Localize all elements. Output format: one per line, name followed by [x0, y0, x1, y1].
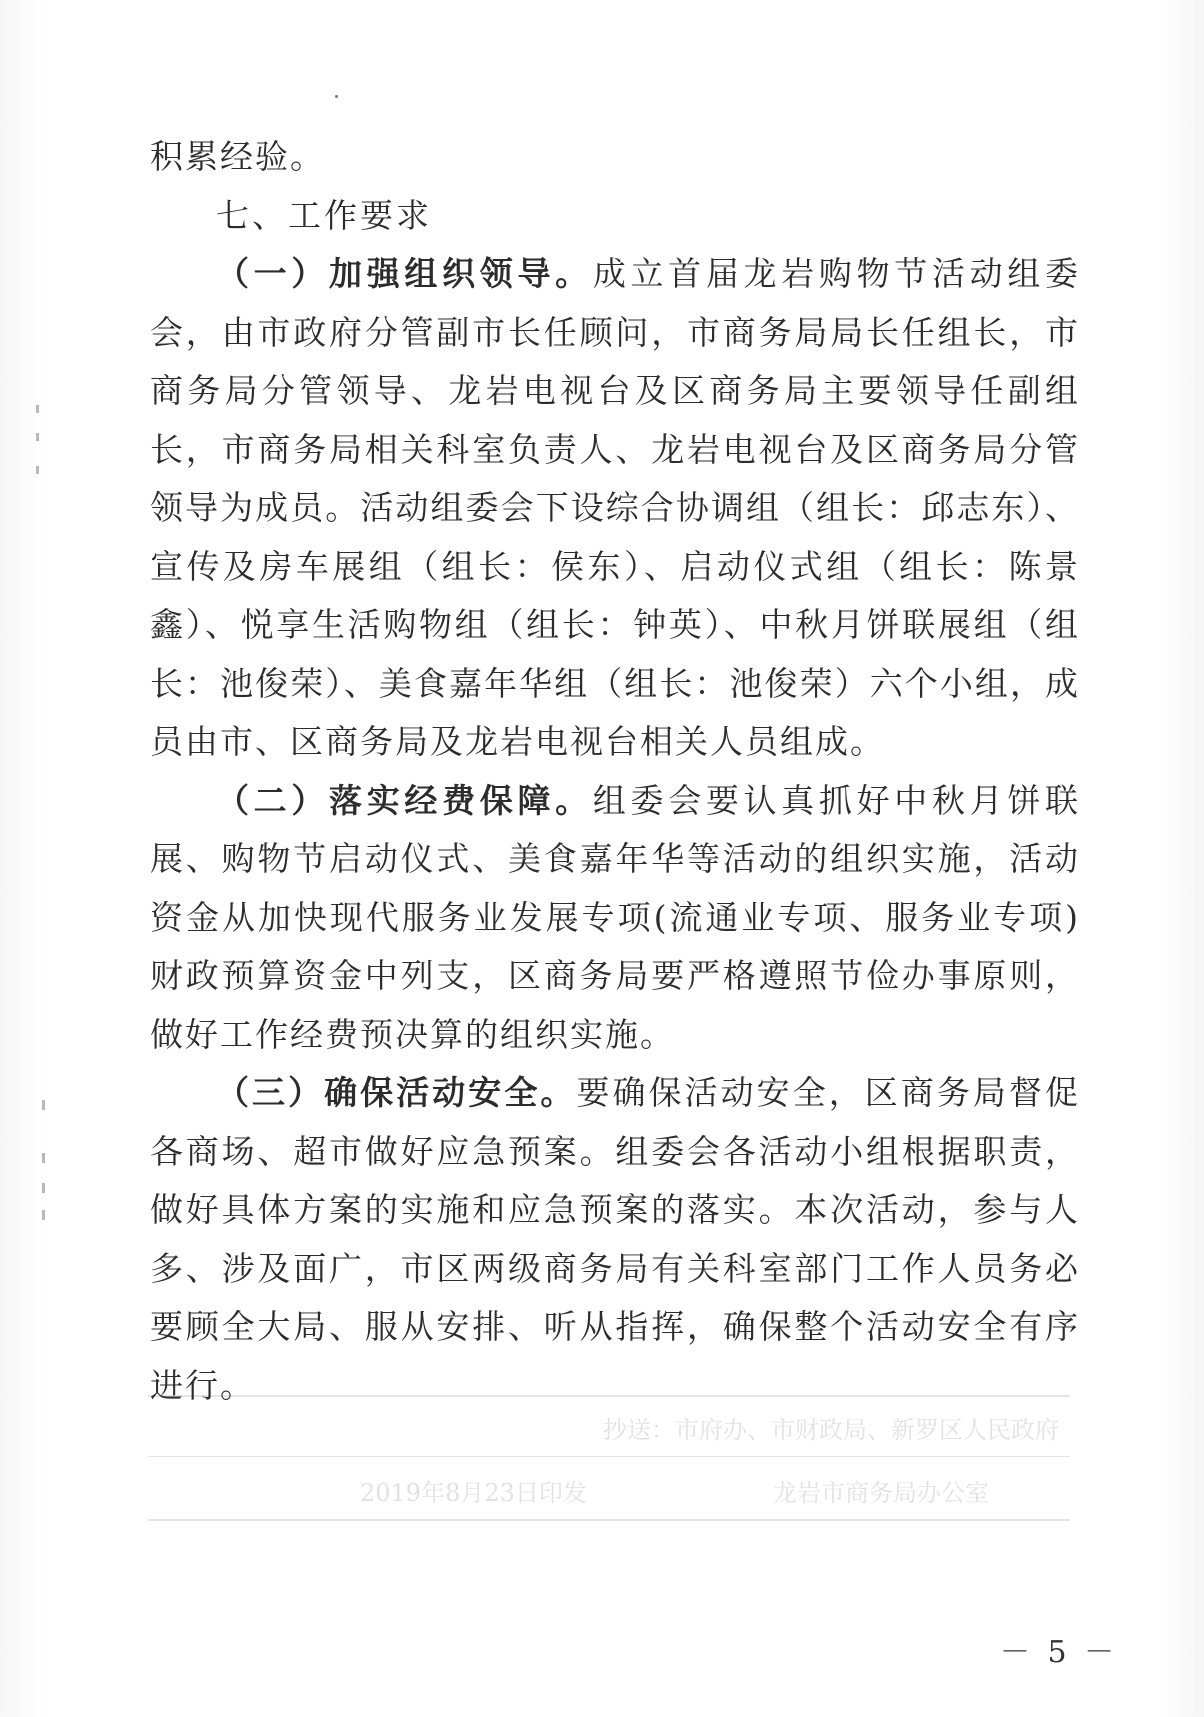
paragraph-lead: （二）落实经费保障。	[216, 780, 593, 820]
paragraph-text: 要确保活动安全，区商务局督促各商场、超市做好应急预案。组委会各活动小组根据职责，做好具体方案的实施和应急预案的落实。本次活动，参与人多、涉及面广，市区两级商务局有关科室部门工作人员务必要顾全大局、服从安排、听从指挥，确保整个活动安全有序进行。	[150, 1073, 1081, 1405]
section-heading: 七、工作要求	[216, 195, 432, 235]
paragraph-lead: （三）确保活动安全。	[216, 1073, 577, 1112]
print-date: 2019年8月23日印发	[360, 1479, 587, 1507]
paragraph-text: 成立首届龙岩购物节活动组委会，由市政府分管副市长任顾问，市商务局局长任组长，市商务局分管领导、龙岩电视台及区商务局主要领导任副组长，市商务局相关科室负责人、龙岩电视台及区商务局分管领导为成员。活动组委会下设综合协调组（组长：邱志东）、宣传及房车展组（组长：侯东）、启动仪式组（组长：陈景鑫）、悦享生活购物组（组长：钟英）、中秋月饼联展组（组长：池俊荣）、美食嘉年华组（组长：池俊荣）六个小组，成员由市、区商务局及龙岩电视台相关人员组成。	[150, 254, 1081, 761]
scan-margin-mark	[42, 1210, 45, 1220]
intro-fragment: 积累经验。	[150, 137, 325, 176]
paragraph-safety	[150, 1064, 1080, 1415]
scan-margin-mark	[42, 1100, 45, 1110]
issuing-office: 龙岩市商务局办公室	[773, 1479, 989, 1507]
scan-speck	[335, 95, 338, 98]
paragraph-funding	[150, 772, 1080, 1065]
footer-rule	[148, 1395, 1070, 1397]
scan-margin-mark	[36, 405, 39, 413]
paragraph-text: 组委会要认真抓好中秋月饼联展、购物节启动仪式、美食嘉年华等活动的组织实施，活动资金从加快现代服务业发展专项(流通业专项、服务业专项)财政预算资金中列支，区商务局要严格遵照节俭办事原则，做好工作经费预决算的组织实施。	[150, 780, 1081, 1054]
page-number: － 5 －	[1000, 1635, 1119, 1670]
paragraph-lead: （一）加强组织领导。	[216, 254, 593, 293]
paragraph-organization	[150, 245, 1080, 772]
footer-rule	[148, 1519, 1070, 1521]
distribution-footer	[148, 1393, 1070, 1521]
scan-margin-mark	[36, 433, 39, 441]
scan-margin-mark	[42, 1183, 45, 1193]
scan-margin-mark	[36, 466, 39, 474]
scan-margin-mark	[42, 1153, 45, 1163]
document-body	[150, 128, 1080, 1415]
cc-line: 抄送：市府办、市财政局、新罗区人民政府	[603, 1416, 1059, 1444]
footer-rule	[148, 1456, 1070, 1457]
